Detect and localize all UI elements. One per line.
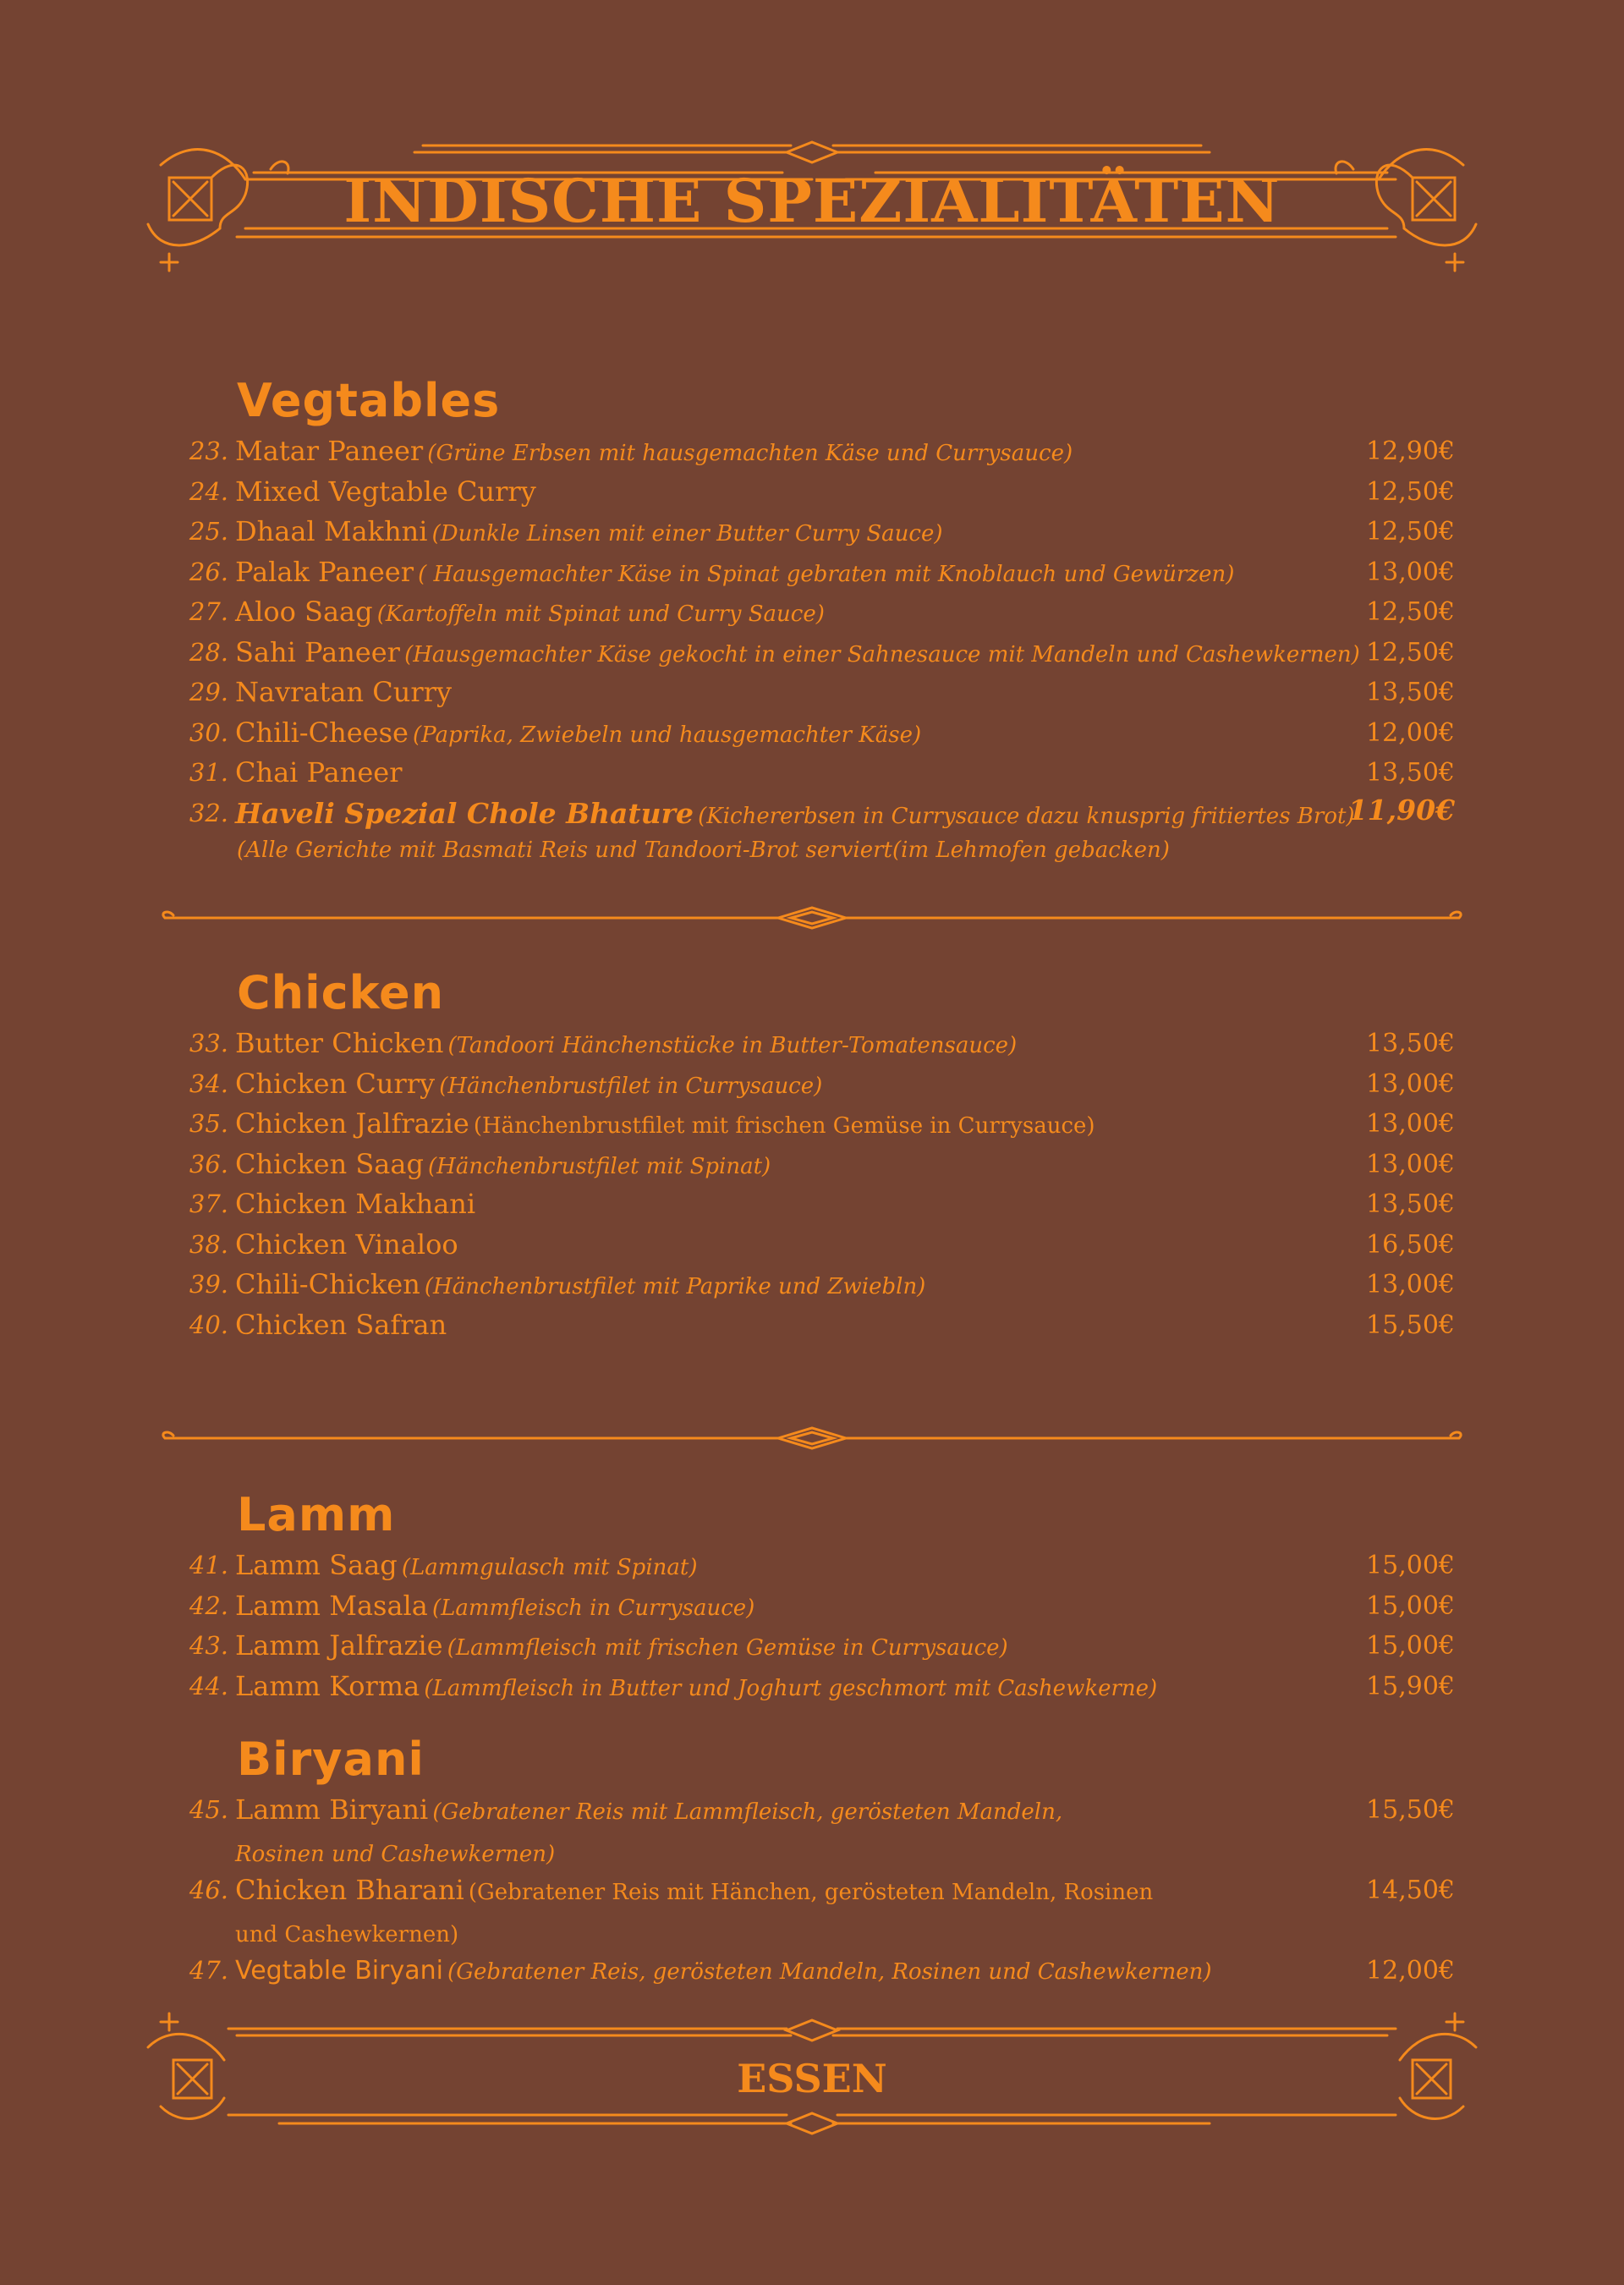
item-number: 28. [189,637,228,667]
menu-item [186,472,1455,513]
section-heading: Biryani [237,1733,425,1786]
item-description: (Gebratener Reis, gerösteten Mandeln, Rosinen und Cashewkernen) [447,1959,1212,1985]
section-lamm [186,1486,1455,1706]
item-number: 44. [189,1671,228,1700]
item-price: 16,50€ [1366,1229,1455,1260]
menu-item [186,1104,1455,1145]
item-price: 13,50€ [1366,678,1455,707]
section-vegtables [186,372,1455,867]
item-description: (Hänchenbrustfilet in Currysauce) [439,1073,823,1099]
menu-item [186,673,1455,713]
item-number: 37. [189,1189,228,1218]
item-name: Mixed Vegtable Curry [235,475,536,508]
item-number: 43. [189,1631,228,1660]
menu-item [186,552,1455,593]
menu-item [186,753,1455,794]
section-heading: Vegtables [237,374,501,427]
menu-item [186,1184,1455,1225]
menu-item [186,1145,1455,1185]
item-number: 41. [189,1551,228,1579]
item-price: 15,00€ [1366,1631,1455,1661]
item-number: 25. [189,517,228,546]
item-price: 15,50€ [1366,1310,1455,1340]
section-note: (Alle Gerichte mit Basmati Reis und Tandoori-Brot serviert(im Lehmofen gebacken) [237,838,1170,863]
menu-item [186,1951,1455,1991]
menu-item [186,1225,1455,1266]
item-number: 45. [189,1795,228,1824]
menu-item [186,1586,1455,1627]
item-number: 31. [189,758,228,787]
item-description: (Hausgemachter Käse gekocht in einer Sahnesauce mit Mandeln und Cashewkernen) [404,641,1360,667]
item-name: Lamm Korma [235,1669,420,1702]
menu-item [186,633,1455,673]
item-name: Lamm Biryani [235,1793,429,1826]
section-biryani [186,1731,1455,1991]
item-description: (Grüne Erbsen mit hausgemachten Käse und Currysauce) [427,441,1073,466]
item-number: 47. [189,1956,228,1985]
item-description: (Gebratener Reis mit Lammfleisch, gerösteten Mandeln, Rosinen und Cashewkernen) [235,1799,1063,1867]
menu-item [186,1024,1455,1064]
item-name: Chili-Chicken [235,1268,420,1300]
item-price: 12,50€ [1366,517,1455,547]
item-name: Chicken Vinaloo [235,1228,458,1261]
menu-item [186,1546,1455,1586]
item-description: (Lammfleisch mit frischen Gemüse in Currysauce) [447,1635,1008,1661]
item-description: (Gebratener Reis mit Hänchen, gerösteten Mandeln, Rosinen und Cashewkernen) [235,1880,1154,1947]
item-price: 13,50€ [1366,758,1455,788]
item-number: 46. [189,1876,228,1904]
item-price: 13,50€ [1366,1029,1455,1058]
item-name: Chicken Bharani [235,1874,464,1906]
menu-item-special [186,794,1455,834]
menu-item [186,1064,1455,1105]
item-number: 40. [189,1310,228,1339]
item-number: 33. [189,1029,228,1057]
menu-item [186,1265,1455,1305]
item-description: (Hänchenbrustfilet mit frischen Gemüse in Currysauce) [473,1113,1095,1139]
item-description: (Kichererbsen in Currysauce dazu knusprig fritiertes Brot) [698,803,1355,829]
item-price: 13,00€ [1366,1109,1455,1139]
item-price: 12,00€ [1366,1956,1455,1986]
item-name: Dhaal Makhni [235,515,428,547]
menu-item [186,512,1455,552]
item-number: 39. [189,1270,228,1299]
menu-item [186,1667,1455,1707]
item-name: Chicken Safran [235,1308,447,1341]
item-name: Sahi Paneer [235,635,400,668]
item-name: Chicken Jalfrazie [235,1107,469,1140]
item-name: Navratan Curry [235,676,453,708]
menu-item [186,1626,1455,1667]
menu-item [186,713,1455,754]
item-name: Chai Paneer [235,756,403,788]
item-name: Haveli Spezial Chole Bhature [235,796,694,830]
item-number: 35. [189,1109,228,1138]
item-number: 27. [189,597,228,626]
item-description: (Kartoffeln mit Spinat und Curry Sauce) [376,601,825,627]
item-price: 13,00€ [1366,1270,1455,1299]
menu-item [186,1305,1455,1346]
item-price: 15,00€ [1366,1551,1455,1580]
footer-label: ESSEN [737,2056,887,2101]
item-price: 12,00€ [1366,717,1455,748]
item-price: 13,00€ [1366,1149,1455,1179]
item-description: (Paprika, Zwiebeln und hausgemachter Käse) [413,722,922,748]
menu-item [186,431,1455,472]
item-description: (Lammgulasch mit Spinat) [401,1555,698,1580]
item-name: Aloo Saag [235,596,373,628]
item-price: 13,50€ [1366,1189,1455,1219]
menu-item [186,1870,1455,1951]
item-number: 32. [189,798,228,827]
item-name: Chili-Cheese [235,716,409,749]
section-heading: Lamm [237,1488,396,1541]
menu-item [186,592,1455,633]
item-number: 24. [189,476,228,506]
page-title: INDISCHE SPEZIALITÄTEN [343,166,1281,236]
item-number: 30. [189,717,228,747]
item-name: Lamm Masala [235,1589,428,1622]
item-name: Chicken Makhani [235,1188,476,1220]
item-number: 42. [189,1590,228,1620]
item-description: ( Hausgemachter Käse in Spinat gebraten mit Knoblauch und Gewürzen) [418,561,1235,587]
item-name: Chicken Saag [235,1147,424,1180]
item-price: 12,50€ [1366,637,1455,667]
item-description: (Hänchenbrustfilet mit Spinat) [428,1153,771,1179]
item-name: Vegtable Biryani [235,1956,443,1986]
item-price: 15,00€ [1366,1590,1455,1621]
item-name: Chicken Curry [235,1067,436,1100]
item-number: 36. [189,1149,228,1178]
item-number: 26. [189,557,228,586]
item-number: 38. [189,1229,228,1259]
menu-item [186,1790,1455,1870]
item-price: 13,00€ [1366,557,1455,587]
item-description: (Hänchenbrustfilet mit Paprike und Zwiebln) [424,1274,926,1299]
item-description: (Tandoori Hänchenstücke in Butter-Tomatensauce) [447,1033,1018,1058]
item-name: Matar Paneer [235,435,424,467]
item-number: 34. [189,1068,228,1098]
item-price: 13,00€ [1366,1068,1455,1099]
item-price: 14,50€ [1366,1876,1455,1905]
section-chicken [186,964,1455,1345]
item-description: (Lammfleisch in Currysauce) [431,1595,755,1621]
item-price: 11,90€ [1347,793,1455,827]
item-price: 15,50€ [1366,1795,1455,1825]
item-description: (Lammfleisch in Butter und Joghurt geschmort mit Cashewkerne) [424,1675,1158,1701]
item-price: 12,90€ [1366,437,1455,466]
item-price: 12,50€ [1366,597,1455,627]
item-name: Lamm Saag [235,1549,398,1581]
item-name: Butter Chicken [235,1027,444,1059]
item-name: Lamm Jalfrazie [235,1629,443,1662]
item-price: 12,50€ [1366,476,1455,507]
item-name: Palak Paneer [235,555,414,588]
item-number: 29. [189,678,228,706]
item-number: 23. [189,437,228,465]
item-description: (Dunkle Linsen mit einer Butter Curry Sauce) [431,521,943,547]
section-heading: Chicken [237,966,445,1019]
item-price: 15,90€ [1366,1671,1455,1701]
